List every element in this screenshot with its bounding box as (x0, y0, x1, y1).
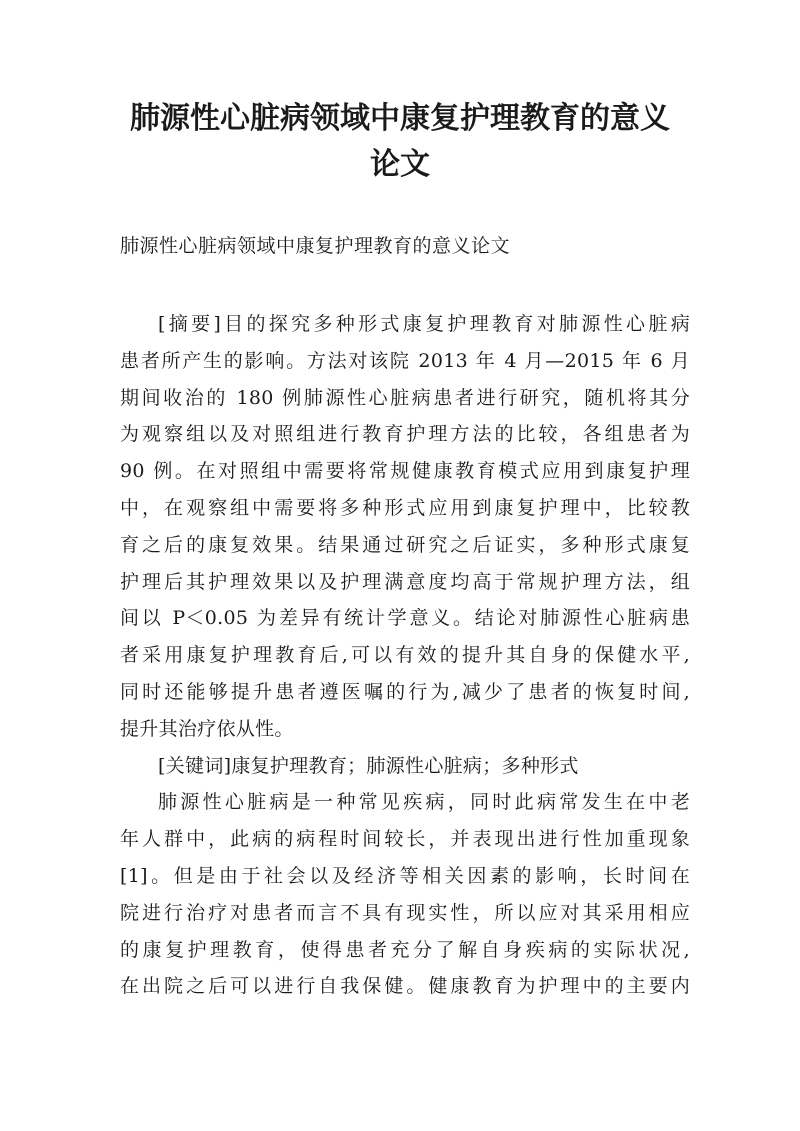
body-line-6: 在出院之后可以进行自我保健。健康教育为护理中的主要内 (120, 975, 690, 998)
abstract-line-3: 期间收治的 180 例肺源性心脏病患者进行研究，随机将其分 (120, 386, 690, 409)
body-line-5: 的康复护理教育，使得患者充分了解自身疾病的实际状况, (120, 938, 690, 961)
keywords-line: [关键词]康复护理教育；肺源性心脏病；多种形式 (158, 754, 579, 777)
abstract-line-12: 提升其治疗依从性。 (120, 717, 294, 740)
body-line-4: 院进行治疗对患者而言不具有现实性，所以应对其采用相应 (120, 901, 690, 924)
abstract-line-1: [摘要]目的探究多种形式康复护理教育对肺源性心脏病 (158, 313, 690, 335)
body-line-1: 肺源性心脏病是一种常见疾病，同时此病常发生在中老 (158, 791, 690, 814)
body-line-2: 年人群中，此病的病程时间较长，并表现出进行性加重现象 (120, 828, 690, 851)
abstract-line-10: 者采用康复护理教育后,可以有效的提升其自身的保健水平, (120, 644, 690, 667)
abstract-line-7: 育之后的康复效果。结果通过研究之后证实，多种形式康复 (120, 533, 690, 556)
document-body (120, 306, 690, 1005)
abstract-line-2: 患者所产生的影响。方法对该院 2013 年 4 月—2015 年 6 月 (120, 349, 690, 372)
document-title-line-1: 肺源性心脏病领域中康复护理教育的意义 (130, 101, 670, 136)
document-subtitle: 肺源性心脏病领域中康复护理教育的意义论文 (120, 235, 511, 257)
document-title-line-2: 论文 (370, 147, 430, 182)
abstract-line-4: 为观察组以及对照组进行教育护理方法的比较，各组患者为 (120, 423, 690, 446)
abstract-line-8: 护理后其护理效果以及护理满意度均高于常规护理方法，组 (120, 570, 690, 593)
abstract-line-11: 同时还能够提升患者遵医嘱的行为,减少了患者的恢复时间, (120, 680, 690, 703)
abstract-line-9: 间以 P＜0.05 为差异有统计学意义。结论对肺源性心脏病患 (120, 607, 690, 630)
body-line-3: [1]。但是由于社会以及经济等相关因素的影响，长时间在 (120, 864, 690, 887)
abstract-line-5: 90 例。在对照组中需要将常规健康教育模式应用到康复护理 (120, 460, 690, 483)
abstract-line-6: 中，在观察组中需要将多种形式应用到康复护理中，比较教 (120, 496, 690, 519)
